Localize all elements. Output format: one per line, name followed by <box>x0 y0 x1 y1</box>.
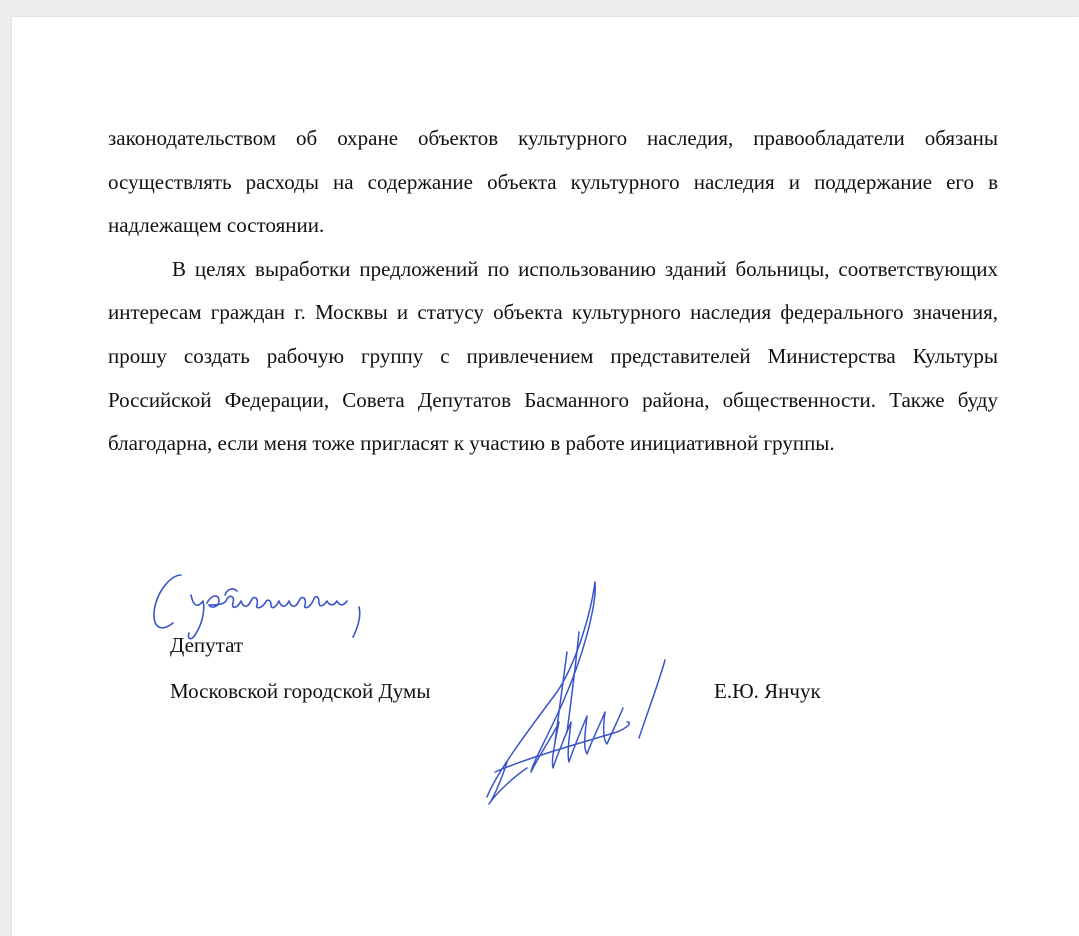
paragraph-request: В целях выработки предложений по использованию зданий больницы, соответствующих интересам граждан г. Москвы и статусу объекта культурного наследия федерального значения, прошу создать рабочую группу с привлечением представителей Министерства Культуры Российской Федерации, Совета Депутатов Басманного района, общественности. Также буду благодарна, если меня тоже пригласят к участию в работе инициативной группы. <box>108 256 998 456</box>
letter-body <box>108 117 998 466</box>
handwritten-signature <box>467 572 677 812</box>
document-page <box>12 17 1079 936</box>
signer-name: Е.Ю. Янчук <box>714 679 821 703</box>
signer-position-line1: Депутат <box>170 633 244 657</box>
signer-position-line2: Московской городской Думы <box>170 679 431 703</box>
paragraph-continuation: законодательством об охране объектов культурного наследия, правообладатели обязаны осуществлять расходы на содержание объекта культурного наследия и поддержание его в надлежащем состоянии. <box>108 126 998 238</box>
